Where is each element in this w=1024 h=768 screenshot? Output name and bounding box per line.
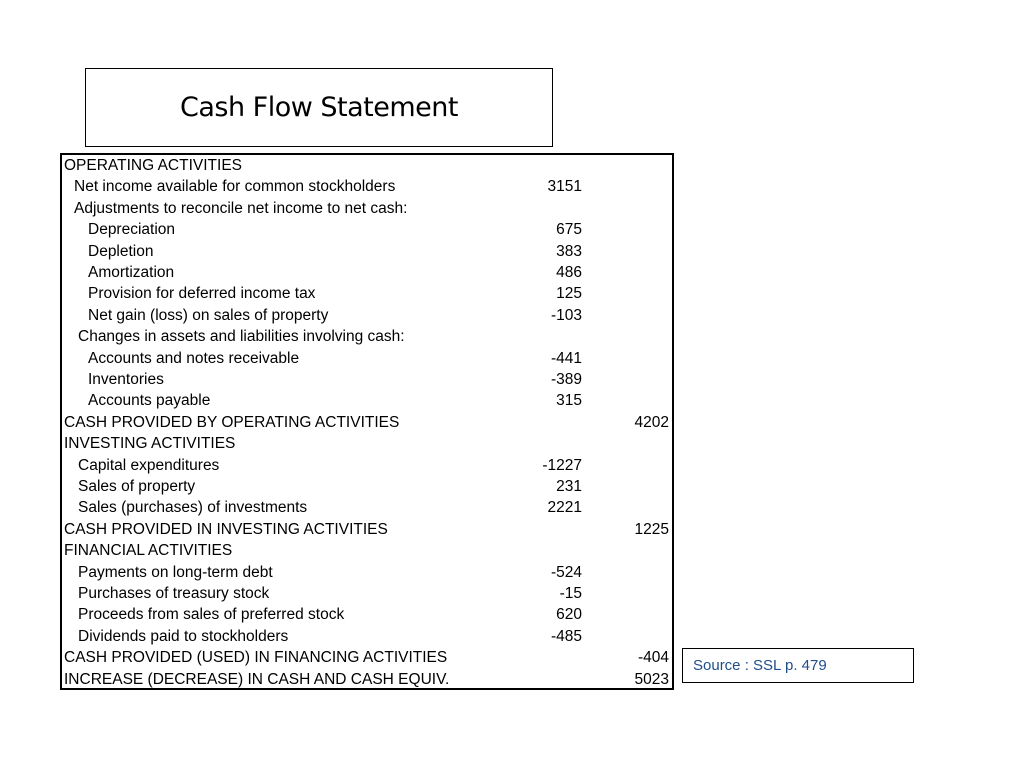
table-row bbox=[62, 348, 672, 369]
table-row bbox=[62, 155, 672, 176]
row-label: Amortization bbox=[88, 264, 175, 281]
table-row bbox=[62, 390, 672, 411]
row-value: 486 bbox=[556, 264, 582, 281]
table-row bbox=[62, 476, 672, 497]
table-row bbox=[62, 497, 672, 518]
row-value: 2221 bbox=[547, 499, 582, 517]
source-note: Source : SSL p. 479 bbox=[693, 657, 827, 674]
row-value: 675 bbox=[556, 221, 582, 239]
page-title: Cash Flow Statement bbox=[180, 92, 458, 123]
row-value: -441 bbox=[550, 349, 582, 367]
row-label: Depreciation bbox=[88, 221, 176, 239]
row-label: Dividends paid to stockholders bbox=[78, 627, 289, 645]
row-value: -103 bbox=[550, 306, 582, 324]
row-label: Net income available for common stockholders bbox=[74, 178, 396, 196]
row-value: -485 bbox=[550, 627, 582, 645]
row-label: Sales of property bbox=[78, 478, 196, 495]
table-row bbox=[62, 519, 672, 540]
table-row bbox=[62, 369, 672, 390]
table-row bbox=[62, 433, 672, 454]
table-row bbox=[62, 241, 672, 262]
row-label: Accounts and notes receivable bbox=[88, 349, 300, 367]
subtotal-value-operating: 4202 bbox=[634, 413, 669, 431]
total-label-net-change: INCREASE (DECREASE) IN CASH AND CASH EQUIV. bbox=[64, 670, 450, 688]
section-heading-financial: FINANCIAL ACTIVITIES bbox=[64, 542, 233, 560]
table-row bbox=[62, 219, 672, 240]
row-label: Changes in assets and liabilities involving cash: bbox=[78, 328, 405, 346]
row-label: Depletion bbox=[88, 242, 154, 260]
cash-flow-table bbox=[60, 153, 674, 690]
row-value: 125 bbox=[556, 285, 582, 303]
table-row bbox=[62, 305, 672, 326]
row-value: -15 bbox=[559, 585, 582, 602]
title-box bbox=[85, 68, 553, 147]
row-label: Accounts payable bbox=[88, 392, 211, 410]
table-row bbox=[62, 198, 672, 219]
table-row bbox=[62, 583, 672, 604]
row-value: 231 bbox=[556, 478, 582, 495]
row-label: Sales (purchases) of investments bbox=[78, 499, 308, 517]
row-value: -524 bbox=[550, 563, 582, 581]
row-label: Inventories bbox=[88, 371, 164, 388]
table-row bbox=[62, 176, 672, 197]
section-heading-investing: INVESTING ACTIVITIES bbox=[64, 435, 236, 453]
table-row bbox=[62, 562, 672, 583]
table-row bbox=[62, 540, 672, 561]
table-row bbox=[62, 412, 672, 433]
table-row bbox=[62, 604, 672, 625]
table-row bbox=[62, 455, 672, 476]
subtotal-value-investing: 1225 bbox=[634, 520, 669, 538]
row-label: Purchases of treasury stock bbox=[78, 585, 270, 602]
subtotal-label-financing: CASH PROVIDED (USED) IN FINANCING ACTIVITIES bbox=[64, 649, 448, 667]
row-value: 383 bbox=[556, 242, 582, 260]
row-label: Adjustments to reconcile net income to net cash: bbox=[74, 199, 408, 217]
subtotal-label-investing: CASH PROVIDED IN INVESTING ACTIVITIES bbox=[64, 520, 388, 538]
row-label: Proceeds from sales of preferred stock bbox=[78, 606, 345, 624]
table-row bbox=[62, 647, 672, 668]
row-value: 3151 bbox=[547, 178, 582, 196]
row-value: -1227 bbox=[542, 456, 582, 474]
table-row bbox=[62, 669, 672, 690]
table-row bbox=[62, 326, 672, 347]
row-label: Payments on long-term debt bbox=[78, 563, 273, 581]
row-value: 315 bbox=[556, 392, 582, 410]
row-label: Capital expenditures bbox=[78, 456, 220, 474]
total-value-net-change: 5023 bbox=[634, 670, 669, 688]
row-value: -389 bbox=[550, 371, 582, 388]
section-heading-operating: OPERATING ACTIVITIES bbox=[64, 157, 242, 174]
row-label: Net gain (loss) on sales of property bbox=[88, 306, 329, 324]
table-row bbox=[62, 262, 672, 283]
source-note-box bbox=[682, 648, 914, 683]
table-row bbox=[62, 626, 672, 647]
row-label: Provision for deferred income tax bbox=[88, 285, 316, 303]
table-row bbox=[62, 283, 672, 304]
row-value: 620 bbox=[556, 606, 582, 624]
subtotal-value-financing: -404 bbox=[637, 649, 669, 667]
subtotal-label-operating: CASH PROVIDED BY OPERATING ACTIVITIES bbox=[64, 413, 400, 431]
